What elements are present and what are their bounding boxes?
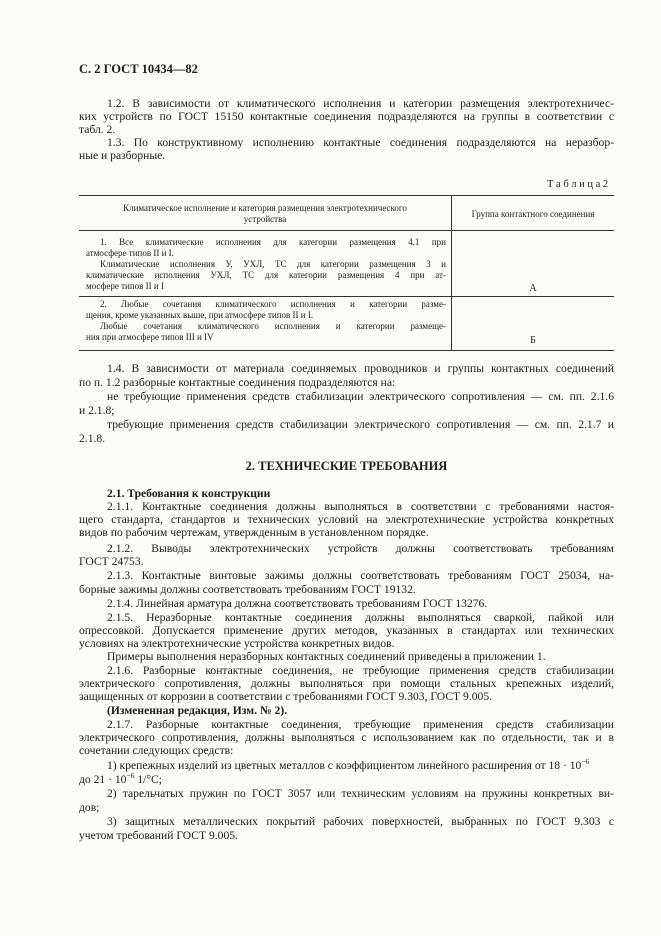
text-line: ГОСТ 24753. [79, 555, 144, 568]
table-cell-line: Любые сочетания климатического исполнения и категории размеще- [100, 321, 446, 331]
table-rule-header [79, 230, 614, 231]
text-line: 2.1.6. Разборные контактные соединения, не требующие применения средств стабилизации [107, 664, 614, 677]
table-rule-bottom [79, 350, 614, 351]
list-item-continuation: дов; [79, 801, 100, 814]
text-line: электрического сопротивления, должны выполняться с использованием как по отдельности, так и в [79, 731, 614, 744]
text-line: 2.1.4. Линейная арматура должна соответствовать требованиям ГОСТ 13276. [107, 597, 488, 610]
table-cell-line: ния при атмосфере типов III и IV [86, 332, 214, 342]
text-line: и 2.1.8; [79, 404, 115, 417]
page-title: С. 2 ГОСТ 10434—82 [79, 62, 198, 76]
table-cell-line: 2. Любые сочетания климатического исполнения и категории разме- [100, 299, 446, 309]
text-line: Примеры выполнения неразборных контактных соединений приведены в приложении 1. [107, 650, 546, 663]
table-header-col2: Группа контактного соединения [471, 209, 595, 219]
text-line: 2.1.1. Контактные соединения должны выполняться в соответствии с требованиями настоя- [107, 500, 614, 513]
table-cell-group: А [529, 283, 537, 294]
table-cell-group: Б [530, 335, 536, 346]
text-line: 1.2. В зависимости от климатического исполнения и категории размещения электротехничес- [107, 97, 614, 110]
text-line: 1.3. По конструктивному исполнению контактные соединения подразделяются на неразбор- [107, 136, 614, 149]
table-cell-line: Климатические исполнения У, УХЛ, ТС для категории размещения 3 и [100, 259, 446, 269]
text-line: опрессовкой. Допускается применение других методов, указанных в стандартах или технических [79, 624, 614, 637]
text-line: защищенных от коррозии в соответствии с требованиями ГОСТ 9.303, ГОСТ 9.005. [79, 690, 493, 703]
text-line: 1.4. В зависимости от материала соединяемых проводников и группы контактных соединений [107, 362, 614, 375]
text-line: 2.1.2. Выводы электротехнических устройств должны соответствовать требованиям [107, 542, 614, 555]
list-item: 2) тарельчатых пружин по ГОСТ 3057 или техническим условиям на пружины конкретных ви- [107, 787, 614, 800]
text-line: по п. 1.2 разборные контактные соединения подразделяются на: [79, 376, 396, 389]
text-line: условиях на электротехнические устройства конкретных видов. [79, 637, 395, 650]
list-item [107, 759, 589, 773]
table-rule-row [79, 296, 614, 297]
list-item: 3) защитных металлических покрытий рабочих поверхностей, выбранных по ГОСТ 9.303 с [107, 815, 614, 828]
exponent: −6 [126, 771, 135, 781]
list-item-text: 1/°С; [134, 773, 162, 786]
section-heading: 2. ТЕХНИЧЕСКИЕ ТРЕБОВАНИЯ [245, 459, 448, 473]
text-line: 2.1.7. Разборные контактные соединения, требующие применения средств стабилизации [107, 718, 614, 731]
text-line: ких устройств по ГОСТ 15150 контактные соединения подразделяются на группы в соответствии с [79, 110, 614, 123]
amendment-note: (Измененная редакция, Изм. № 2). [107, 704, 288, 717]
table-cell-line: щения, кроме указанных выше, при атмосфере типов II и I. [86, 310, 314, 320]
table-header-col1: Климатическое исполнение и категория размещения электротехнического [123, 203, 407, 213]
text-line: видов по рабочим чертежам, утвержденным в установленном порядке. [79, 526, 429, 539]
text-line: не требующие применения средств стабилизации электрического сопротивления — см. пп. 2.1.6 [107, 390, 614, 403]
text-line: щего стандарта, стандартов и технических условий на электротехнические устройства конкретных [79, 513, 614, 526]
table-cell-line: климатические исполнения УХЛ, ТС для категории размещения 4 при ат- [86, 270, 446, 280]
table-cell-line: мосфере типов II и I [86, 281, 164, 291]
text-line: табл. 2. [79, 123, 116, 136]
text-line: 2.1.5. Неразборные контактные соединения должны выполняться сваркой, пайкой или [107, 611, 614, 624]
text-line: борные зажимы должны соответствовать требованиям ГОСТ 19132. [79, 583, 416, 596]
text-line: 2.1.3. Контактные винтовые зажимы должны соответствовать требованиям ГОСТ 25034, на- [107, 569, 614, 582]
table-header-col1: устройства [243, 214, 287, 224]
table-cell-line: атмосфере типов II и I. [86, 248, 174, 258]
list-item-text: 1) крепежных изделий из цветных металлов с коэффициентом линейного расширения от 18 · 10 [107, 759, 582, 772]
table-caption: Т а б л и ц а 2 [547, 179, 609, 190]
table-rule-top [79, 195, 614, 196]
sub-heading: 2.1. Требования к конструкции [107, 487, 271, 500]
list-item-text: до 21 · 10 [79, 773, 127, 786]
text-line: ные и разборные. [79, 149, 166, 162]
text-line: 2.1.8. [79, 432, 106, 445]
text-line: требующие применения средств стабилизации электрического сопротивления — см. пп. 2.1.7 и [107, 418, 614, 431]
list-item-continuation [79, 773, 162, 787]
exponent: −6 [581, 757, 590, 767]
text-line: электрического сопротивления, должны выполняться при помощи стальных крепежных изделий, [79, 677, 614, 690]
text-line: сочетании следующих средств: [79, 744, 234, 757]
list-item-continuation: учетом требований ГОСТ 9.005. [79, 829, 238, 842]
table-cell-line: 1. Все климатические исполнения для категории размещения 4.1 при [100, 237, 446, 247]
